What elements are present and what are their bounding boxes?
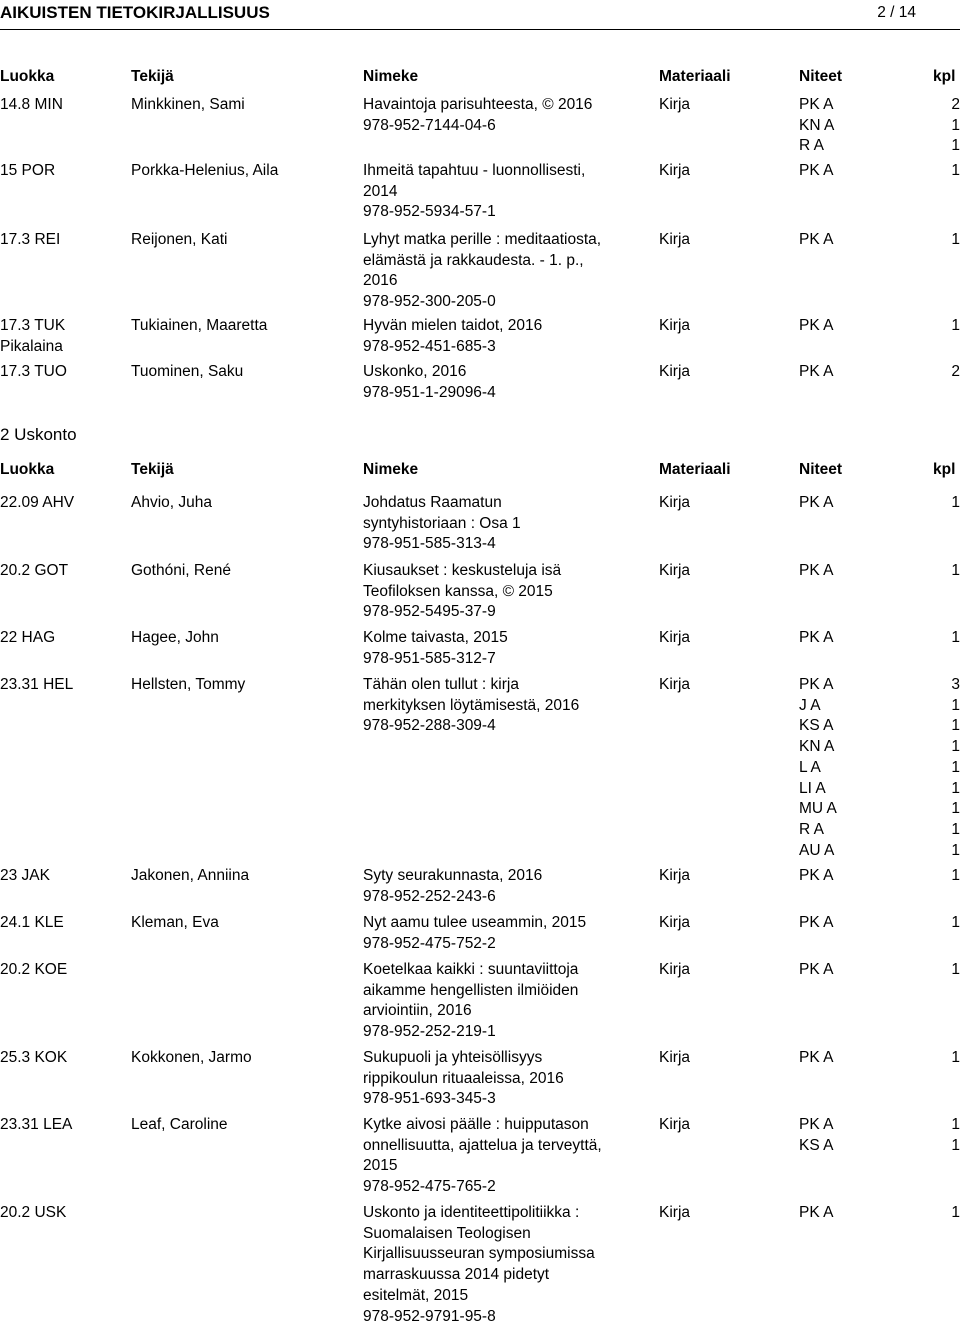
cell-niteet: PK A bbox=[799, 914, 834, 931]
cell-luokka: 22 HAG bbox=[0, 629, 56, 646]
column-header-nimeke: Nimeke bbox=[363, 461, 419, 478]
cell-nimeke: Koetelkaa kaikki : suuntaviittoja aikamme hengellisten ilmiöiden arviointiin, 2016 978-952-252-219-1 bbox=[363, 961, 579, 1041]
cell-luokka: 17.3 TUO bbox=[0, 363, 67, 380]
cell-nimeke: Tähän olen tullut : kirja merkityksen löytämisestä, 2016 978-952-288-309-4 bbox=[363, 676, 580, 735]
page-indicator bbox=[877, 4, 916, 22]
table-row bbox=[0, 362, 960, 408]
cell-luokka: 20.2 KOE bbox=[0, 961, 68, 978]
column-header-luokka: Luokka bbox=[0, 68, 55, 85]
cell-materiaali: Kirja bbox=[659, 562, 691, 579]
table-row bbox=[0, 913, 960, 960]
cell-niteet: PK A bbox=[799, 961, 834, 978]
cell-luokka: 24.1 KLE bbox=[0, 914, 64, 931]
cell-kpl: 1 bbox=[951, 494, 960, 511]
cell-nimeke: Kolme taivasta, 2015 978-951-585-312-7 bbox=[363, 629, 508, 667]
cell-tekija: Minkkinen, Sami bbox=[131, 96, 245, 113]
cell-kpl: 1 bbox=[951, 317, 960, 334]
cell-niteet: PK A bbox=[799, 629, 834, 646]
cell-materiaali: Kirja bbox=[659, 1049, 691, 1066]
table-row bbox=[0, 493, 960, 561]
column-header-kpl: kpl bbox=[933, 461, 956, 478]
cell-tekija: Reijonen, Kati bbox=[131, 231, 228, 248]
cell-luokka: 14.8 MIN bbox=[0, 96, 63, 113]
cell-nimeke: Hyvän mielen taidot, 2016 978-952-451-685-3 bbox=[363, 317, 543, 355]
cell-niteet: PK A J A KS A KN A L A LI A MU A R A AU A bbox=[799, 676, 837, 859]
cell-materiaali: Kirja bbox=[659, 363, 691, 380]
column-header-tekija: Tekijä bbox=[131, 68, 174, 85]
cell-kpl: 1 bbox=[951, 867, 960, 884]
cell-kpl: 1 bbox=[951, 1204, 960, 1221]
table-row bbox=[0, 95, 960, 161]
cell-tekija: Porkka-Helenius, Aila bbox=[131, 162, 279, 179]
cell-luokka: 25.3 KOK bbox=[0, 1049, 68, 1066]
cell-materiaali: Kirja bbox=[659, 494, 691, 511]
table-row bbox=[0, 230, 960, 316]
cell-materiaali: Kirja bbox=[659, 96, 691, 113]
section-rows-1 bbox=[0, 493, 960, 1333]
cell-niteet: PK A bbox=[799, 162, 834, 179]
cell-tekija: Tuominen, Saku bbox=[131, 363, 244, 380]
cell-kpl: 3 1 1 1 1 1 1 1 1 bbox=[951, 676, 960, 859]
cell-kpl: 1 1 bbox=[951, 1116, 960, 1154]
cell-nimeke: Syty seurakunnasta, 2016 978-952-252-243-6 bbox=[363, 867, 543, 905]
cell-luokka: 17.3 REI bbox=[0, 231, 61, 248]
cell-luokka: 15 POR bbox=[0, 162, 56, 179]
column-header-niteet: Niteet bbox=[799, 461, 843, 478]
table-row bbox=[0, 675, 960, 866]
column-header-luokka: Luokka bbox=[0, 461, 55, 478]
cell-kpl: 1 bbox=[951, 961, 960, 978]
page-number: 2 bbox=[877, 4, 886, 21]
cell-niteet: PK A bbox=[799, 494, 834, 511]
cell-materiaali: Kirja bbox=[659, 231, 691, 248]
cell-materiaali: Kirja bbox=[659, 162, 691, 179]
cell-tekija: Jakonen, Anniina bbox=[131, 867, 250, 884]
cell-niteet: PK A bbox=[799, 867, 834, 884]
table-row bbox=[0, 1048, 960, 1115]
cell-kpl: 1 bbox=[951, 1049, 960, 1066]
cell-nimeke: Uskonko, 2016 978-951-1-29096-4 bbox=[363, 363, 496, 401]
cell-materiaali: Kirja bbox=[659, 914, 691, 931]
table-row bbox=[0, 1115, 960, 1203]
column-header-row bbox=[0, 68, 960, 88]
cell-luokka: 17.3 TUK Pikalaina bbox=[0, 317, 66, 355]
cell-materiaali: Kirja bbox=[659, 676, 691, 693]
cell-luokka: 20.2 USK bbox=[0, 1204, 67, 1221]
table-row bbox=[0, 1203, 960, 1333]
cell-niteet: PK A bbox=[799, 1049, 834, 1066]
cell-tekija: Hagee, John bbox=[131, 629, 219, 646]
cell-luokka: 23.31 HEL bbox=[0, 676, 74, 693]
cell-kpl: 2 1 1 bbox=[951, 96, 960, 155]
cell-nimeke: Kiusaukset : keskusteluja isä Teofiloksen kanssa, © 2015 978-952-5495-37-9 bbox=[363, 562, 562, 621]
table-row bbox=[0, 866, 960, 913]
cell-materiaali: Kirja bbox=[659, 1204, 691, 1221]
page-header bbox=[0, 3, 960, 27]
report-title: AIKUISTEN TIETOKIRJALLISUUS bbox=[0, 3, 270, 22]
page-separator: / bbox=[890, 4, 895, 21]
column-header-row bbox=[0, 461, 960, 481]
cell-niteet: PK A bbox=[799, 317, 834, 334]
cell-nimeke: Nyt aamu tulee useammin, 2015 978-952-475-752-2 bbox=[363, 914, 587, 952]
column-header-nimeke: Nimeke bbox=[363, 68, 419, 85]
cell-kpl: 1 bbox=[951, 629, 960, 646]
cell-tekija: Ahvio, Juha bbox=[131, 494, 212, 511]
cell-niteet: PK A bbox=[799, 363, 834, 380]
cell-nimeke: Lyhyt matka perille : meditaatiosta, elämästä ja rakkaudesta. - 1. p., 2016 978-952-300-205-0 bbox=[363, 231, 602, 311]
cell-tekija: Gothóni, René bbox=[131, 562, 231, 579]
cell-nimeke: Johdatus Raamatun syntyhistoriaan : Osa 1 978-951-585-313-4 bbox=[363, 494, 521, 553]
cell-tekija: Tukiainen, Maaretta bbox=[131, 317, 268, 334]
cell-kpl: 1 bbox=[951, 562, 960, 579]
cell-materiaali: Kirja bbox=[659, 1116, 691, 1133]
cell-materiaali: Kirja bbox=[659, 629, 691, 646]
column-header-niteet: Niteet bbox=[799, 68, 843, 85]
cell-nimeke: Ihmeitä tapahtuu - luonnollisesti, 2014 978-952-5934-57-1 bbox=[363, 162, 586, 221]
cell-materiaali: Kirja bbox=[659, 867, 691, 884]
cell-nimeke: Uskonto ja identiteettipolitiikka : Suomalaisen Teologisen Kirjallisuusseuran symposiumissa marraskuussa 2014 pidetyt esitelmät, 2015 978-952-9791-95-8 bbox=[363, 1204, 595, 1325]
table-row bbox=[0, 628, 960, 675]
cell-nimeke: Sukupuoli ja yhteisöllisyys rippikoulun rituaaleissa, 2016 978-951-693-345-3 bbox=[363, 1049, 564, 1108]
page-total: 14 bbox=[898, 4, 916, 21]
table-row bbox=[0, 316, 960, 362]
table-row bbox=[0, 561, 960, 628]
table-row bbox=[0, 960, 960, 1048]
cell-nimeke: Kytke aivosi päälle : huipputason onnellisuutta, ajattelua ja terveyttä, 2015 978-952-475-765-2 bbox=[363, 1116, 602, 1196]
cell-tekija: Leaf, Caroline bbox=[131, 1116, 228, 1133]
cell-luokka: 23 JAK bbox=[0, 867, 50, 884]
column-header-materiaali: Materiaali bbox=[659, 461, 731, 478]
cell-tekija: Hellsten, Tommy bbox=[131, 676, 246, 693]
column-header-materiaali: Materiaali bbox=[659, 68, 731, 85]
section-rows-0 bbox=[0, 95, 960, 408]
cell-materiaali: Kirja bbox=[659, 961, 691, 978]
cell-nimeke: Havaintoja parisuhteesta, © 2016 978-952-7144-04-6 bbox=[363, 96, 593, 134]
cell-niteet: PK A bbox=[799, 1204, 834, 1221]
cell-niteet: PK A KN A R A bbox=[799, 96, 835, 155]
cell-tekija: Kokkonen, Jarmo bbox=[131, 1049, 252, 1066]
section-title: 2 Uskonto bbox=[0, 425, 77, 444]
cell-kpl: 2 bbox=[951, 363, 960, 380]
column-header-tekija: Tekijä bbox=[131, 461, 174, 478]
cell-tekija: Kleman, Eva bbox=[131, 914, 219, 931]
cell-luokka: 20.2 GOT bbox=[0, 562, 69, 579]
table-row bbox=[0, 161, 960, 230]
header-divider bbox=[0, 29, 960, 30]
cell-luokka: 23.31 LEA bbox=[0, 1116, 73, 1133]
cell-materiaali: Kirja bbox=[659, 317, 691, 334]
cell-niteet: PK A KS A bbox=[799, 1116, 834, 1154]
cell-niteet: PK A bbox=[799, 562, 834, 579]
cell-luokka: 22.09 AHV bbox=[0, 494, 75, 511]
cell-kpl: 1 bbox=[951, 162, 960, 179]
column-header-kpl: kpl bbox=[933, 68, 956, 85]
cell-kpl: 1 bbox=[951, 914, 960, 931]
cell-niteet: PK A bbox=[799, 231, 834, 248]
cell-kpl: 1 bbox=[951, 231, 960, 248]
